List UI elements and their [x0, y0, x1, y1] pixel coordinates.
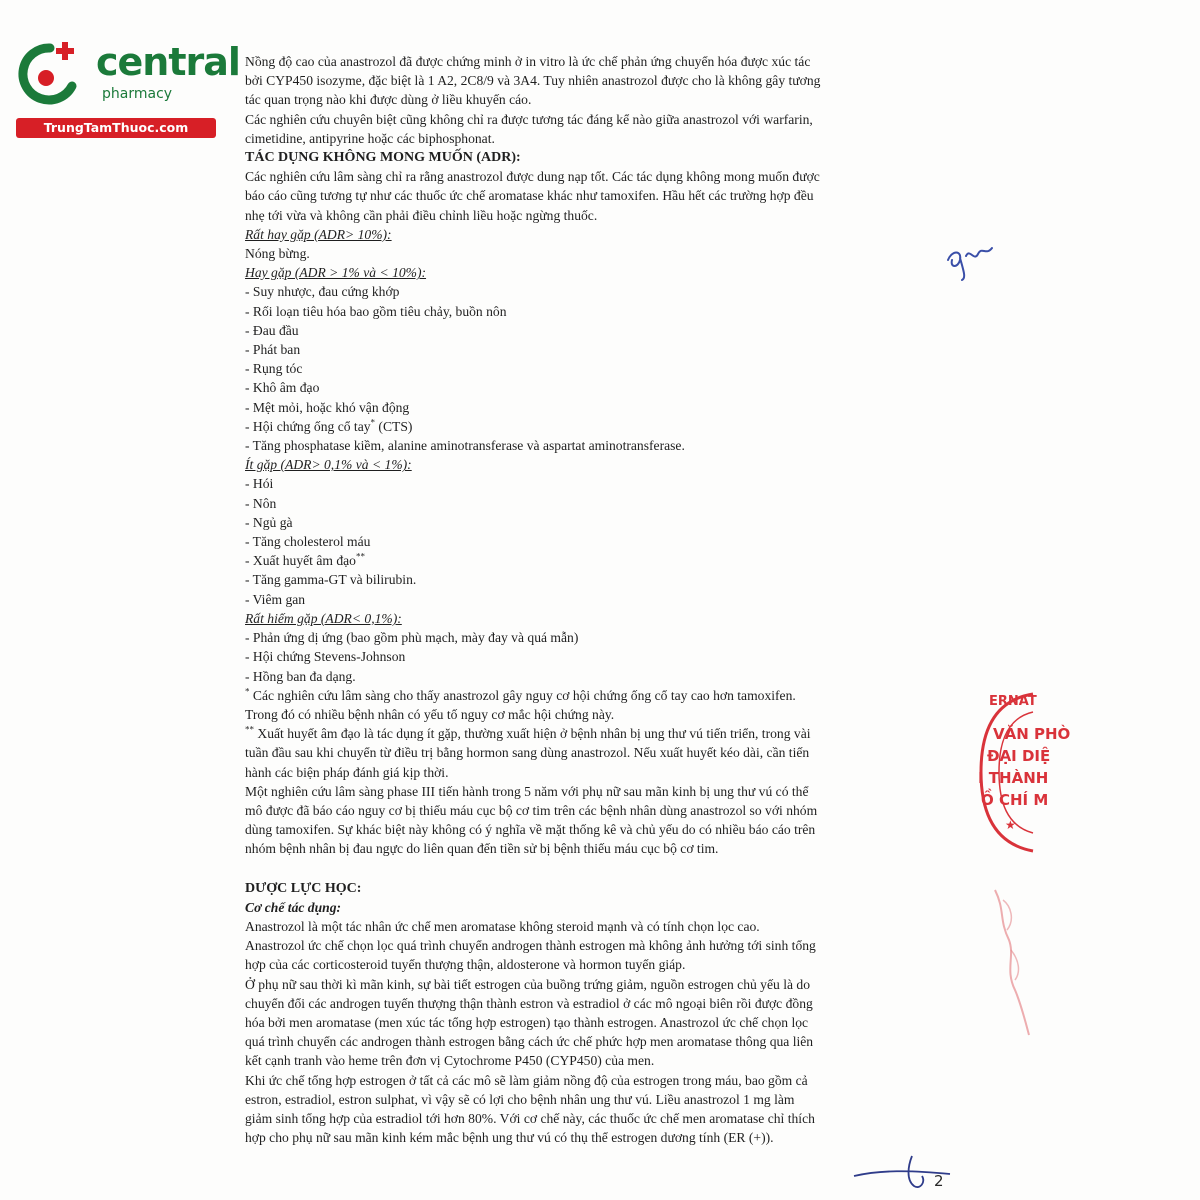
- text-line: chuyển đổi các androgen tuyến thượng thận thành estron và estradiol ở các mô ngoại biên rồi được đồng: [245, 995, 813, 1011]
- text-line: báo cáo cũng tương tự như các thuốc ức chế aromatase khác như tamoxifen. Hầu hết các trường hợp đều: [245, 188, 814, 204]
- stamp-line: VĂN PHÒ: [993, 725, 1071, 743]
- list-item: [245, 417, 955, 436]
- section-gap: [245, 859, 955, 879]
- list-item: - Đau đầu: [245, 322, 299, 338]
- text-line: Ở phụ nữ sau thời kì mãn kinh, sự bài tiết estrogen của buồng trứng giảm, nguồn estrogen chủ yếu là do: [245, 976, 811, 992]
- text-line: giảm sinh tổng hợp của estradiol tới hơn 80%. Với cơ chế này, các thuốc ức chế men aromatase chỉ thích: [245, 1110, 815, 1126]
- brand-subtitle: pharmacy: [102, 86, 173, 102]
- list-item: - Rối loạn tiêu hóa bao gồm tiêu chảy, buồn nôn: [245, 303, 507, 319]
- page-number: 2: [934, 1172, 944, 1190]
- brand-logo: [10, 38, 240, 138]
- rare-label: Rất hiếm gặp (ADR< 0,1%):: [245, 610, 402, 626]
- text-line: Trong đó có nhiều bệnh nhân có yếu tố nguy cơ mắc hội chứng này.: [245, 706, 615, 722]
- text-line: hóa bởi men aromatase (men xúc tác tổng hợp estrogen) tạo thành estrogen. Anastrozol ức chế chọn lọc: [245, 1014, 809, 1030]
- text-line: cimetidine, antipyrine hoặc các biphosphonat.: [245, 130, 495, 146]
- list-item: - Ngủ gà: [245, 514, 293, 530]
- text-line: Các nghiên cứu chuyên biệt cũng không chỉ ra được tương tác đáng kể nào giữa anastrozol với warfarin,: [245, 111, 813, 127]
- adr-heading: TÁC DỤNG KHÔNG MONG MUỐN (ADR):: [245, 150, 521, 166]
- brand-name: central: [96, 40, 240, 84]
- list-item: - Khô âm đạo: [245, 380, 320, 396]
- list-item: - Phản ứng dị ứng (bao gồm phù mạch, mày đay và quá mẫn): [245, 630, 579, 646]
- list-item: - Hói: [245, 476, 274, 492]
- list-item: - Phát ban: [245, 342, 301, 358]
- cts-item-text: - Hội chứng ống cổ tay: [245, 418, 371, 434]
- footnote-1: [245, 686, 955, 705]
- text-line: nhẹ tới vừa và không cần phải điều chỉnh liều hoặc ngừng thuốc.: [245, 207, 598, 223]
- stamp-line: ĐẠI DIỆ: [987, 747, 1051, 765]
- text-line: kết cạnh tranh vào heme trên đơn vị Cytochrome P450 (CYP450) của men.: [245, 1053, 655, 1069]
- text-line: Một nghiên cứu lâm sàng phase III tiến hành trong 5 năm với phụ nữ sau mãn kinh bị ung thư vú có thể: [245, 783, 809, 799]
- list-item: - Viêm gan: [245, 591, 306, 607]
- list-item: - Tăng cholesterol máu: [245, 534, 371, 550]
- brand-site-banner: TrungTamThuoc.com: [16, 118, 216, 138]
- stamp-line: Ồ CHÍ M: [981, 791, 1049, 809]
- central-pharmacy-logo-icon: [10, 38, 90, 108]
- bleed-item-text: - Xuất huyết âm đạo: [245, 553, 356, 569]
- common-label: Hay gặp (ADR > 1% và < 10%):: [245, 265, 427, 281]
- footnote-mark: *: [245, 686, 250, 697]
- list-item: - Suy nhược, đau cứng khớp: [245, 284, 400, 300]
- list-item: - Tăng gamma-GT và bilirubin.: [245, 572, 417, 588]
- text-line: tuần đầu sau khi chuyển từ điều trị bằng hormon sang dùng anastrozol. Nếu xuất huyết kéo dài, cần tiến: [245, 745, 810, 761]
- company-stamp: [975, 690, 1071, 855]
- stamp-line: ERNAT: [989, 694, 1037, 709]
- text-line: Nóng bừng.: [245, 246, 310, 262]
- text-line: Các nghiên cứu lâm sàng chỉ ra rằng anastrozol được dung nạp tốt. Các tác dụng không mong muốn được: [245, 169, 820, 185]
- list-item: - Rụng tóc: [245, 361, 303, 377]
- text-line: Nồng độ cao của anastrozol đã được chứng minh ở in vitro là ức chế phản ứng chuyển hóa được xúc tác: [245, 54, 811, 69]
- text-line: dùng tamoxifen. Sự khác biệt này không có ý nghĩa về mặt thống kê và chủ yếu do có nhiều báo cáo trên: [245, 822, 816, 838]
- footnote-text: Xuất huyết âm đạo là tác dụng ít gặp, thường xuất hiện ở bệnh nhân bị ung thư vú tiến triển, trong vài: [254, 726, 811, 742]
- mechanism-label: Cơ chế tác dụng:: [245, 899, 342, 915]
- text-line: Anastrozol ức chế chọn lọc quá trình chuyển androgen thành estrogen mà không ảnh hưởng tới sinh tổng: [245, 938, 816, 954]
- signature-initials-icon: [940, 232, 1000, 282]
- footnote-mark: *: [370, 417, 376, 428]
- text-line: nhóm bệnh nhân bị đau ngực do liên quan đến tiền sử bị bệnh thiếu máu cục bộ cơ tim.: [245, 841, 719, 857]
- list-item: - Hội chứng Stevens-Johnson: [245, 649, 406, 665]
- stamp-star-icon: ★: [1005, 818, 1016, 832]
- cts-abbr: (CTS): [375, 418, 413, 434]
- document-body: [245, 52, 955, 1147]
- text-line: hợp của các corticosteroid tuyến thượng thận, aldosterone và hormon tuyến giáp.: [245, 957, 686, 973]
- list-item: - Mệt mỏi, hoặc khó vận động: [245, 399, 410, 415]
- text-line: Khi ức chế tổng hợp estrogen ở tất cả các mô sẽ làm giảm nồng độ của estrogen trong máu, bao gồm cả: [245, 1072, 808, 1088]
- faded-signature-icon: [985, 880, 1035, 1040]
- list-item: - Hồng ban đa dạng.: [245, 668, 356, 684]
- pharm-heading: DƯỢC LỰC HỌC:: [245, 880, 362, 896]
- text-line: Anastrozol là một tác nhân ức chế men aromatase không steroid mạnh và có tính chọn lọc cao.: [245, 918, 760, 934]
- stamp-line: I THÀNH: [978, 769, 1049, 787]
- text-line: bởi CYP450 isozyme, đặc biệt là 1 A2, 2C8/9 và 3A4. Tuy nhiên anastrozol được cho là không gây tương: [245, 73, 821, 89]
- list-item: [245, 551, 955, 570]
- text-line: hành các biện pháp đánh giá kịp thời.: [245, 764, 449, 780]
- footnote-text: Các nghiên cứu lâm sàng cho thấy anastrozol gây nguy cơ hội chứng ống cổ tay cao hơn tamoxifen.: [249, 687, 796, 703]
- text-line: hợp cho phụ nữ sau mãn kinh kém mắc bệnh ung thư vú có thụ thể estrogen dương tính (ER (+)).: [245, 1130, 774, 1146]
- text-line: tác quan trọng nào khi được dùng ở liều khuyến cáo.: [245, 92, 532, 108]
- footnote-2: [245, 724, 955, 743]
- footnote-mark: **: [245, 724, 254, 735]
- uncommon-label: Ít gặp (ADR> 0,1% và < 1%):: [245, 457, 412, 473]
- text-line: estron, estradiol, estron sulphat, vì vậy sẽ có lợi cho bệnh nhân ung thư vú. Liều anastrozol 1 mg làm: [245, 1091, 795, 1107]
- text-line: mô được đã báo cáo nguy cơ bị thiếu máu cục bộ cơ tim trên các bệnh nhân dùng anastrozol so với nhóm: [245, 802, 818, 818]
- list-item: - Nôn: [245, 495, 277, 511]
- text-line: quá trình chuyển các androgen thành estrogen bằng cách ức chế phức hợp men aromatase thông qua liên: [245, 1034, 814, 1050]
- footnote-mark: **: [355, 551, 365, 562]
- list-item: - Tăng phosphatase kiềm, alanine aminotransferase và aspartat aminotransferase.: [245, 438, 685, 454]
- very-common-label: Rất hay gặp (ADR> 10%):: [245, 226, 392, 242]
